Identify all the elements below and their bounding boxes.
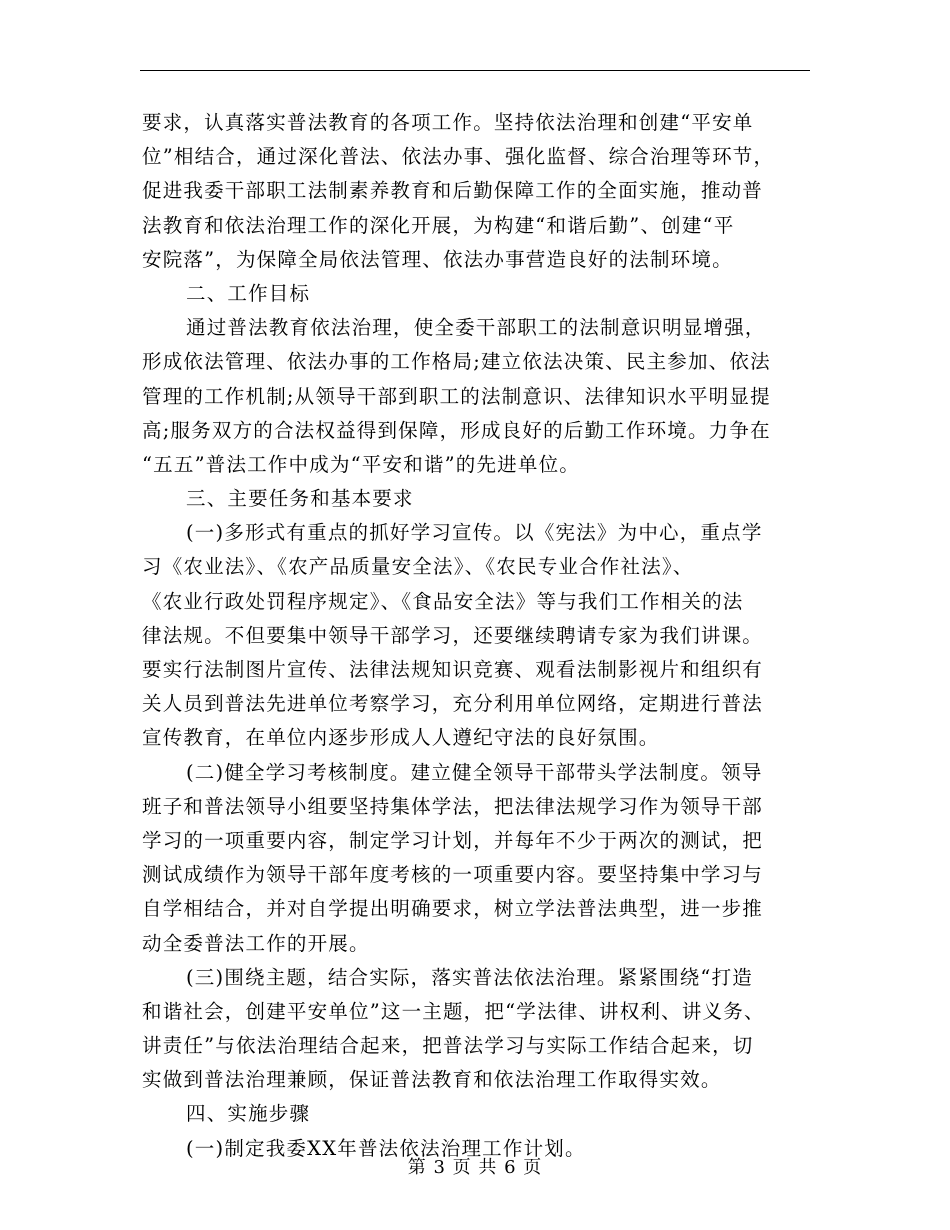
text-line: 高;服务双方的合法权益得到保障，形成良好的后勤工作环境。力争在 [142, 418, 771, 442]
text-line: 安院落”，为保障全局依法管理、依法办事营造良好的法制环境。 [142, 247, 733, 271]
text-line: 关人员到普法先进单位考察学习，充分利用单位网络，定期进行普法 [142, 692, 764, 716]
text-line: “五五”普法工作中成为“平安和谐”的先进单位。 [142, 452, 580, 476]
text-line: 要求，认真落实普法教育的各项工作。坚持依法治理和创建“平安单 [142, 111, 754, 134]
text-line: 四、实施步骤 [186, 1102, 311, 1126]
text-line: 促进我委干部职工法制素养教育和后勤保障工作的全面实施，推动普 [142, 179, 764, 203]
text-line: 学习的一项重要内容，制定学习计划，并每年不少于两次的测试，把 [142, 828, 764, 852]
text-line: (一)多形式有重点的抓好学习宣传。以《宪法》为中心，重点学 [186, 521, 763, 545]
text-line: 律法规。不但要集中领导干部学习，还要继续聘请专家为我们讲课。 [142, 623, 764, 647]
text-line: 形成依法管理、依法办事的工作格局;建立依法决策、民主参加、依法 [142, 350, 771, 374]
page-number-footer: 第 3 页 共 6 页 [407, 1157, 543, 1178]
text-line: 自学相结合，并对自学提出明确要求，树立学法普法典型，进一步推 [142, 897, 764, 921]
text-line: 《农业行政处罚程序规定》、《食品安全法》等与我们工作相关的法 [142, 589, 744, 613]
text-line: 位”相结合，通过深化普法、依法办事、强化监督、综合治理等环节， [142, 145, 775, 169]
text-line: 和谐社会，创建平安单位”这一主题，把“学法律、讲权利、讲义务、 [142, 999, 765, 1023]
text-line: 测试成绩作为领导干部年度考核的一项重要内容。要坚持集中学习与 [142, 863, 764, 887]
text-line: (一)制定我委XX年普法依法治理工作计划。 [186, 1136, 586, 1160]
header-rule [140, 70, 810, 71]
text-line: 管理的工作机制;从领导干部到职工的法制意识、法律知识水平明显提 [142, 384, 771, 408]
document-body [142, 106, 812, 1166]
text-line: 通过普法教育依法治理，使全委干部职工的法制意识明显增强， [186, 316, 766, 340]
text-line: (二)健全学习考核制度。建立健全领导干部带头学法制度。领导 [186, 760, 763, 784]
text-line: 法教育和依法治理工作的深化开展，为构建“和谐后勤”、创建“平 [142, 213, 735, 237]
text-line: 要实行法制图片宣传、法律法规知识竞赛、观看法制影视片和组织有 [142, 658, 764, 681]
text-line: 宣传教育，在单位内逐步形成人人遵纪守法的良好氛围。 [142, 726, 660, 750]
text-line: 实做到普法治理兼顾，保证普法教育和依法治理工作取得实效。 [142, 1068, 722, 1092]
text-line: (三)围绕主题，结合实际，落实普法依法治理。紧紧围绕“打造 [186, 965, 753, 989]
text-line: 三、主要任务和基本要求 [186, 487, 414, 511]
text-line: 班子和普法领导小组要坚持集体学法，把法律法规学习作为领导干部 [142, 794, 764, 818]
text-line: 习《农业法》、《农产品质量安全法》、《农民专业合作社法》、 [142, 555, 694, 579]
text-line: 讲责任”与依法治理结合起来，把普法学习与实际工作结合起来，切 [142, 1034, 754, 1058]
text-line: 动全委普法工作的开展。 [142, 931, 370, 955]
text-line: 二、工作目标 [186, 281, 311, 305]
